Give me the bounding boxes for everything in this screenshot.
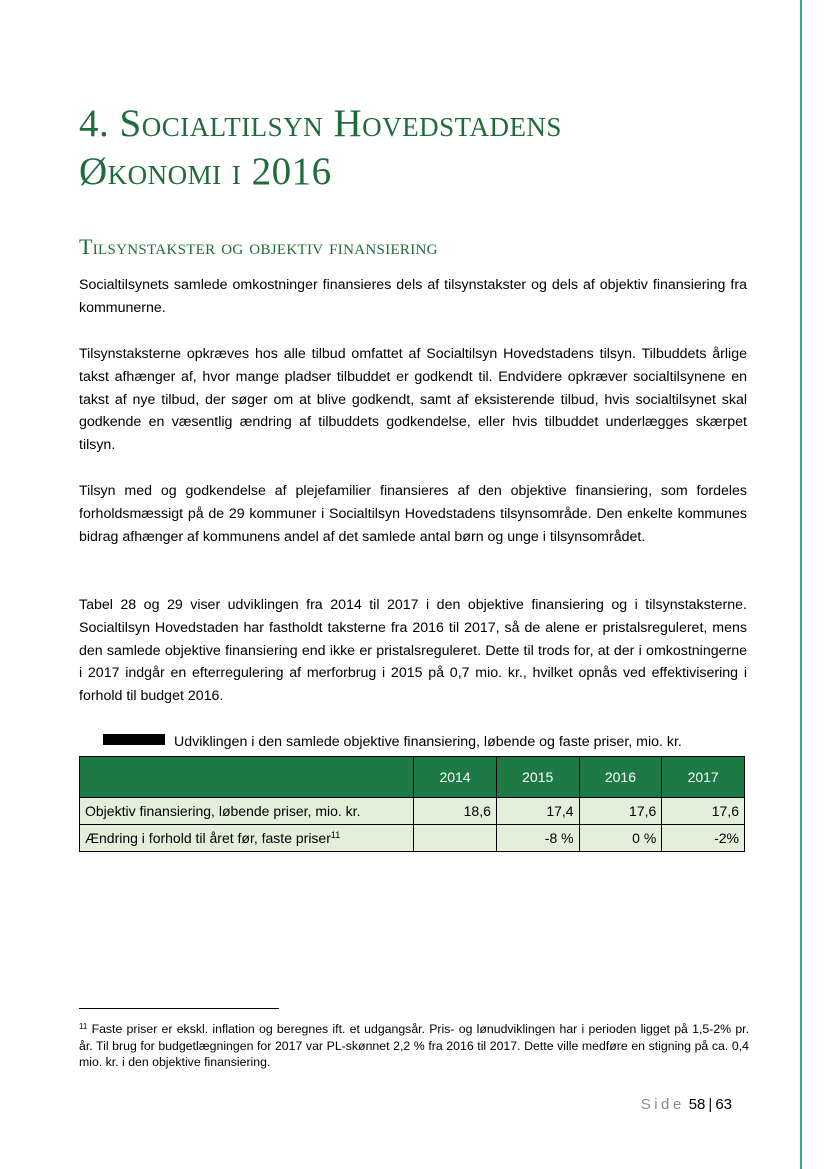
chapter-title <box>79 100 759 196</box>
chapter-title-line-1: 4. Socialtilsyn Hovedstadens <box>79 102 562 145</box>
table-header-cell: 2017 <box>662 757 745 798</box>
table-cell: 17,6 <box>662 798 745 825</box>
table-header-cell: 2016 <box>579 757 662 798</box>
table-header-cell: 2015 <box>496 757 579 798</box>
right-edge-rule <box>800 0 802 1169</box>
footnote-reference[interactable]: 11 <box>330 830 341 840</box>
financing-table <box>79 756 745 852</box>
footnote-text: Faste priser er ekskl. inflation og beregnes ift. et udgangsår. Pris- og lønudviklingen har i perioden ligget på 1,5-2% pr. år. Til brug for budgetlægningen for 2017 var PL-skønnet 2,2 % fra 2016 til 2017. Dette ville medføre en stigning på ca. 0,4 mio. kr. i den objektive finansiering. <box>79 1022 749 1069</box>
paragraph-supervision-fees: Tilsynstaksterne opkræves hos alle tilbud omfattet af Socialtilsyn Hovedstadens tilsyn. Tilbuddets årlige takst afhænger af, hvor mange pladser tilbuddet er godkendt til. Endvidere opkræver socialtilsynene en takst af nye tilbud, der søger om at blive godkendt, samt af eksisterende tilbud, hvis socialtilsynet skal godkende en væsentlig ændring af tilbuddets godkendelse, eller hvis tilbuddet underlægges skærpet tilsyn. <box>79 346 747 454</box>
row-label <box>80 825 414 852</box>
table-cell: 17,6 <box>579 798 662 825</box>
page-total-number: 63 <box>715 1096 732 1113</box>
page-side-label: Side <box>640 1096 685 1113</box>
table-cell: -8 % <box>496 825 579 852</box>
table-cell: 18,6 <box>414 798 497 825</box>
paragraph-foster-families: Tilsyn med og godkendelse af plejefamilier finansieres af den objektive finansiering, som fordeles forholdsmæssigt på de 29 kommuner i Socialtilsyn Hovedstadens tilsynsområde. Den enkelte kommunes bidrag afhænger af kommunens andel af det samlede antal børn og unge i tilsynsområdet. <box>79 483 747 545</box>
table-header-cell <box>80 757 414 798</box>
row-label-text: Objektiv finansiering, løbende priser, mio. kr. <box>85 803 361 819</box>
table-cell: -2% <box>662 825 745 852</box>
table-caption-text: Udviklingen i den samlede objektive finansiering, løbende og faste priser, mio. kr. <box>174 734 682 750</box>
page-separator: | <box>708 1096 713 1113</box>
table-row <box>80 798 745 825</box>
table-caption-marker <box>103 734 165 745</box>
table-cell <box>414 825 497 852</box>
page-current-number: 58 <box>688 1096 706 1113</box>
footnote-number: 11 <box>79 1022 88 1031</box>
table-header-row <box>80 757 745 798</box>
table-cell: 17,4 <box>496 798 579 825</box>
chapter-title-line-2: Økonomi i 2016 <box>79 150 332 193</box>
footnote <box>79 1021 749 1071</box>
table-row <box>80 825 745 852</box>
row-label <box>80 798 414 825</box>
paragraph-development-2014-2017: Tabel 28 og 29 viser udviklingen fra 2014 til 2017 i den objektive finansiering og i tilsynstaksterne. Socialtilsyn Hovedstaden har fastholdt taksterne fra 2016 til 2017, så de alene er pristalsreguleret, mens den samlede objektive finansiering end ikke er pristalsreguleret. Dette til trods for, at der i omkostningerne i 2017 indgår en efterregulering af merforbrug i 2015 på 0,7 mio. kr., hvilket opnås ved effektivisering i forhold til budget 2016. <box>79 597 747 705</box>
paragraph-financing-intro: Socialtilsynets samlede omkostninger finansieres dels af tilsynstakster og dels af objektiv finansiering fra kommunerne. <box>79 277 747 316</box>
footnote-separator <box>79 1008 279 1009</box>
table-cell: 0 % <box>579 825 662 852</box>
row-label-text: Ændring i forhold til året før, faste priser <box>85 830 331 846</box>
page-footer <box>600 1096 732 1113</box>
table-header-cell: 2014 <box>414 757 497 798</box>
table-caption <box>103 732 763 752</box>
section-heading: Tilsynstakster og objektiv finansiering <box>79 234 438 259</box>
